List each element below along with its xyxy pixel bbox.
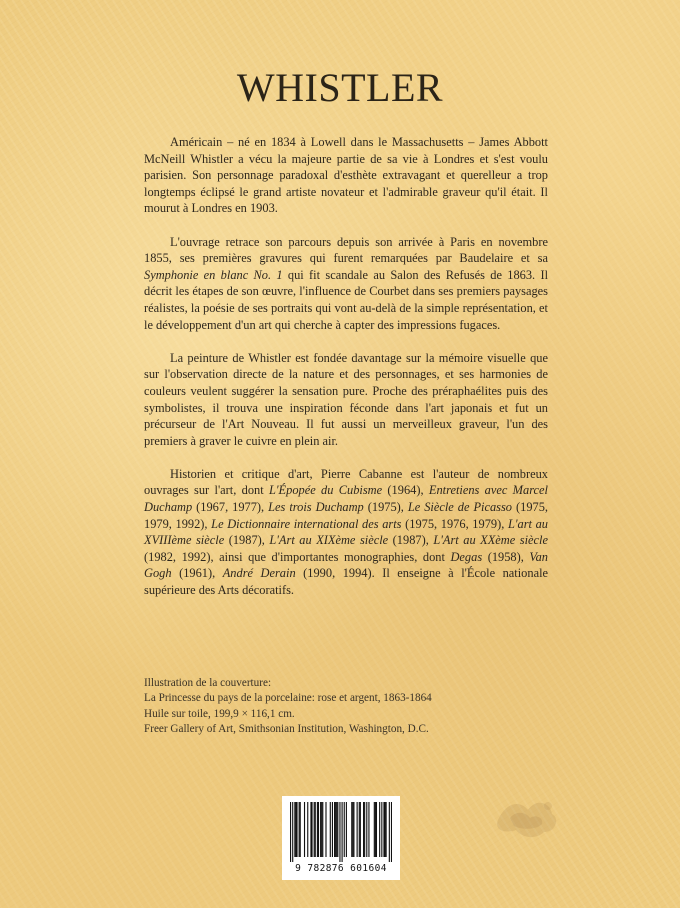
barcode-bar bbox=[318, 802, 319, 857]
text-run: (1975), bbox=[363, 500, 408, 515]
barcode-bar bbox=[344, 802, 345, 857]
text-run: (1987), bbox=[388, 533, 434, 548]
text-run: (1964), bbox=[382, 483, 429, 498]
barcode-bar bbox=[374, 802, 375, 857]
barcode-bar bbox=[360, 802, 361, 857]
barcode-bar bbox=[376, 802, 377, 857]
barcode-bar bbox=[310, 802, 311, 857]
text-run: La peinture de Whistler est fondée davantage sur la mémoire visuelle que sur l'observation directe de la nature et des personnages, et ses harmonies de couleurs veulent suggérer la sensation pure. Proche des préraphaélites puis des symbolistes, il trouva une inspiration féconde dans l'art japonais et fut un précurseur de l'Art Nouveau. Il fut aussi un merveilleux graveur, l'un des premiers à graver le cuivre en plein air. bbox=[144, 350, 548, 448]
isbn-barcode bbox=[282, 796, 400, 880]
italic-title: L'Art au XIXème siècle bbox=[269, 533, 389, 548]
italic-title: Le Dictionnaire international des arts bbox=[211, 516, 402, 531]
text-run: L'ouvrage retrace son parcours depuis son arrivée à Paris en novembre 1855, ses premières gravures qui furent remarquées par Baudelaire et sa bbox=[144, 234, 548, 266]
barcode-bar bbox=[375, 802, 376, 857]
italic-title: Degas bbox=[450, 549, 483, 564]
back-cover-text bbox=[144, 134, 548, 615]
barcode-bar bbox=[346, 802, 347, 857]
barcode-bar bbox=[342, 802, 343, 862]
text-run: (1982, 1992), ainsi que d'importantes monographies, dont bbox=[144, 549, 451, 564]
barcode-bar bbox=[290, 802, 291, 862]
barcode-bar bbox=[357, 802, 358, 857]
barcode-bar bbox=[304, 802, 305, 857]
barcode-bar bbox=[386, 802, 387, 857]
paragraph-3 bbox=[144, 350, 548, 450]
italic-title: Le Siècle de Picasso bbox=[407, 500, 513, 515]
italic-title: L'art au XVIIIème siècle bbox=[144, 516, 548, 548]
italic-title: L'Épopée du Cubisme bbox=[269, 483, 383, 498]
barcode-bar bbox=[322, 802, 323, 857]
caption-medium: Huile sur toile, 199,9 × 116,1 cm. bbox=[144, 707, 295, 720]
barcode-bar bbox=[321, 802, 322, 857]
paper-stain bbox=[486, 780, 576, 846]
text-run: (1975, 1976, 1979), bbox=[401, 516, 508, 531]
barcode-bar bbox=[294, 802, 295, 857]
barcode-bar bbox=[314, 802, 315, 857]
barcode-bar bbox=[311, 802, 312, 857]
barcode-bar bbox=[292, 802, 293, 862]
barcode-bar bbox=[364, 802, 365, 857]
barcode-bar bbox=[317, 802, 318, 857]
italic-title: Entretiens avec Marcel Duchamp bbox=[144, 483, 548, 515]
barcode-bar bbox=[300, 802, 301, 857]
text-run: (1958), bbox=[482, 549, 530, 564]
italic-title: Symphonie en blanc No. 1 bbox=[144, 267, 283, 282]
barcode-bar bbox=[384, 802, 385, 857]
barcode-bar bbox=[352, 802, 353, 857]
caption-heading: Illustration de la couverture: bbox=[144, 677, 272, 689]
barcode-bar bbox=[339, 802, 340, 862]
book-title: WHISTLER bbox=[236, 65, 444, 110]
barcode-bar bbox=[337, 802, 338, 857]
barcode-bar bbox=[353, 802, 354, 857]
barcode-bar bbox=[368, 802, 369, 857]
text-run: (1990, 1994). Il enseigne à l'École nationale supérieure des Arts décoratifs. bbox=[144, 566, 549, 598]
isbn-number: 9 782876 601604 bbox=[295, 863, 387, 874]
caption-artwork-title: La Princesse du pays de la porcelaine: rose et argent, 1863-1864 bbox=[144, 692, 432, 705]
barcode-bar bbox=[335, 802, 336, 857]
barcode-bar bbox=[299, 802, 300, 857]
barcode-bar bbox=[363, 802, 364, 857]
barcode-bar bbox=[315, 802, 316, 857]
barcode-bar bbox=[383, 802, 384, 857]
barcode-bar bbox=[307, 802, 308, 857]
paragraph-4 bbox=[144, 466, 548, 599]
barcode-bar bbox=[381, 802, 382, 857]
barcode-bar bbox=[320, 802, 321, 857]
text-run: (1967, 1977), bbox=[192, 500, 269, 515]
text-run: Américain – né en 1834 à Lowell dans le Massachusetts – James Abbott McNeill Whistler a vécu la majeure partie de sa vie à Londres et s'est voulu parisien. Son personnage paradoxal d'esthète extravagant et querelleur a trop longtemps éclipsé le grand artiste novateur et l'admirable graveur qu'il était. Il mourut à Londres en 1903. bbox=[144, 135, 548, 216]
barcode-bar bbox=[359, 802, 360, 857]
barcode-bar bbox=[379, 802, 380, 857]
barcode-bar bbox=[366, 802, 367, 857]
text-run: Historien et critique d'art, Pierre Cabanne est l'auteur de nombreux ouvrages sur l'art, dont bbox=[144, 466, 548, 498]
cover-illustration-caption bbox=[144, 676, 564, 738]
italic-title: Les trois Duchamp bbox=[268, 500, 364, 515]
barcode-bar bbox=[334, 802, 335, 857]
barcode-bar bbox=[295, 802, 296, 857]
barcode-bar bbox=[336, 802, 337, 857]
text-run: qui fit scandale au Salon des Refusés de 1863. Il décrit les étapes de son œuvre, l'influence de Courbet dans ses premiers paysages réalistes, la poésie de ses portraits qui vont au-delà de la simple représentation, et le développement d'un art qui cherche à capter des impressions fugaces. bbox=[144, 267, 549, 332]
barcode-bar bbox=[296, 802, 297, 857]
barcode-bars bbox=[290, 802, 392, 862]
italic-title: André Derain bbox=[222, 566, 296, 581]
text-run: (1987), bbox=[224, 533, 270, 548]
barcode-bar bbox=[351, 802, 352, 857]
barcode-bar bbox=[330, 802, 331, 857]
barcode-bar bbox=[332, 802, 333, 857]
italic-title: Van Gogh bbox=[144, 549, 549, 581]
text-run: (1961), bbox=[171, 566, 223, 581]
barcode-bar bbox=[391, 802, 392, 862]
text-run: (1975, 1979, 1992), bbox=[144, 500, 548, 531]
barcode-bar bbox=[389, 802, 390, 862]
barcode-bar bbox=[325, 802, 326, 857]
italic-title: L'Art au XXème siècle bbox=[433, 533, 548, 548]
paragraph-2 bbox=[144, 234, 548, 334]
paragraph-1 bbox=[144, 134, 548, 217]
caption-collection: Freer Gallery of Art, Smithsonian Institution, Washington, D.C. bbox=[144, 723, 429, 736]
